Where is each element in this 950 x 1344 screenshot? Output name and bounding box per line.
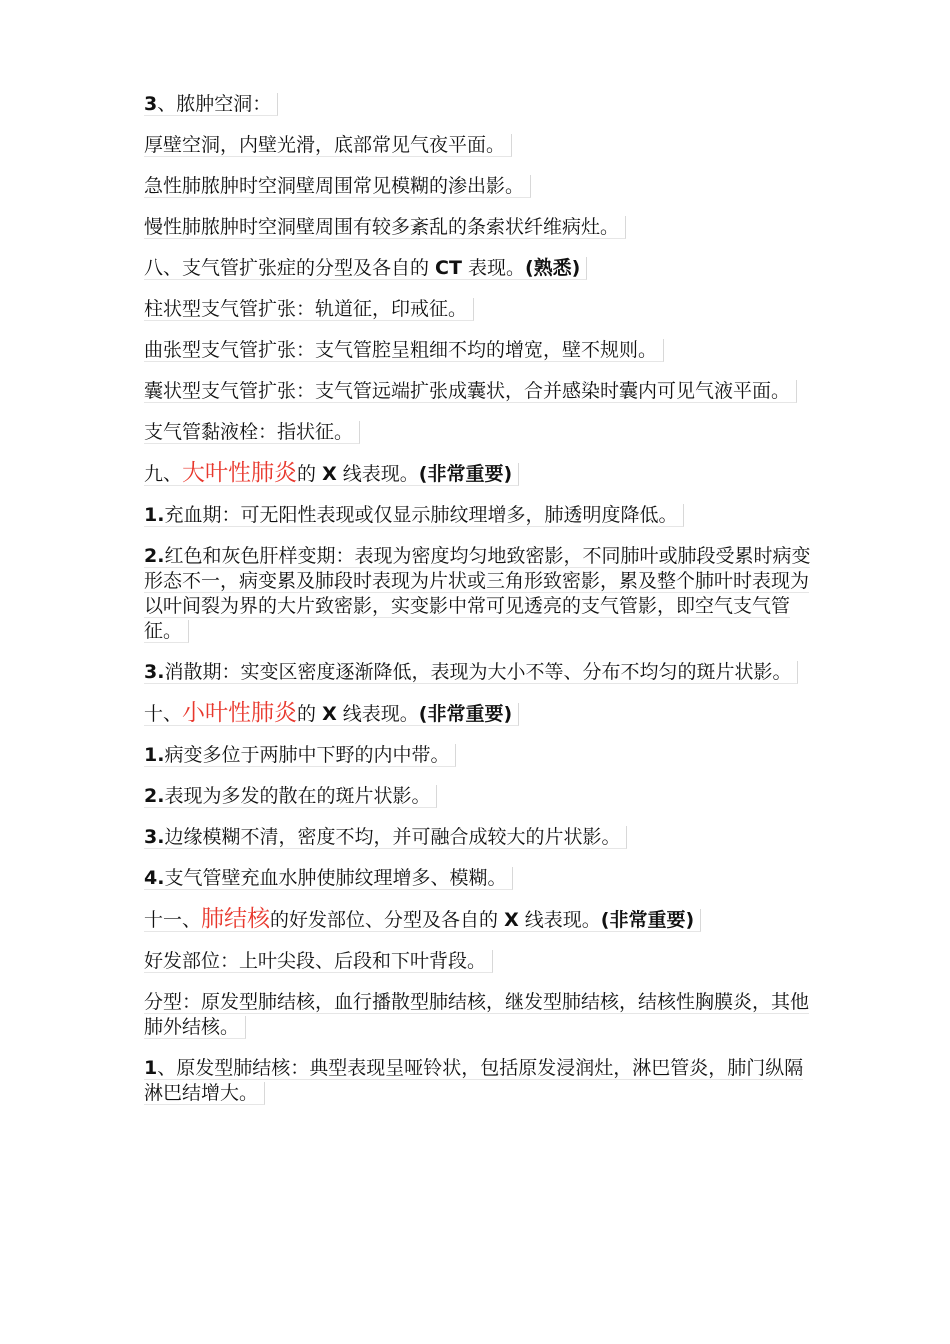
heading-suffix: 线表现。	[336, 703, 419, 725]
heading-code: X	[322, 703, 337, 725]
paragraph-text: 表现为多发的散在的斑片状影。	[164, 785, 431, 807]
heading-highlight: 大叶性肺炎	[182, 460, 298, 486]
heading-suffix: 线表现。	[518, 909, 601, 931]
paragraph	[144, 174, 815, 199]
paragraph	[144, 825, 815, 850]
paragraph-text: 、脓肿空洞：	[157, 93, 272, 115]
item-number: 3	[144, 93, 158, 115]
heading-middle: 的好发部位、分型及各自的	[270, 909, 505, 931]
section-heading	[144, 907, 815, 933]
importance-tag: (熟悉)	[525, 257, 581, 279]
paragraph-text: 急性肺脓肿时空洞壁周围常见模糊的渗出影。	[144, 175, 531, 198]
paragraph	[144, 866, 815, 891]
paragraph-text: 分型：原发型肺结核，血行播散型肺结核，继发型肺结核，结核性胸膜炎，其他肺外结核。	[144, 991, 810, 1038]
item-number: 2.	[144, 545, 165, 567]
paragraph	[144, 1056, 815, 1106]
paragraph	[144, 215, 815, 240]
paragraph-text: 边缘模糊不清，密度不均，并可融合成较大的片状影。	[164, 826, 621, 848]
heading-prefix: 十、	[144, 703, 183, 725]
paragraph	[144, 990, 815, 1040]
paragraph	[144, 379, 815, 404]
item-number: 3.	[144, 661, 165, 683]
paragraph	[144, 297, 815, 322]
heading-code: CT	[435, 257, 462, 279]
heading-code: X	[504, 909, 519, 931]
heading-suffix: 表现。	[461, 257, 525, 279]
heading-prefix: 八、支气管扩张症的分型及各自的	[144, 257, 436, 279]
paragraph-text: 充血期：可无阳性表现或仅显示肺纹理增多，肺透明度降低。	[164, 504, 678, 526]
paragraph-text: 曲张型支气管扩张：支气管腔呈粗细不均的增宽，壁不规则。	[144, 339, 664, 362]
item-number: 1.	[144, 744, 165, 766]
item-number: 4.	[144, 867, 165, 889]
item-number: 3.	[144, 826, 165, 848]
item-number: 1.	[144, 504, 165, 526]
paragraph	[144, 949, 815, 974]
paragraph-text: 支气管黏液栓：指状征。	[144, 421, 360, 444]
paragraph-text: 厚壁空洞，内壁光滑，底部常见气夜平面。	[144, 134, 512, 157]
paragraph	[144, 784, 815, 809]
paragraph	[144, 420, 815, 445]
heading-prefix: 十一、	[144, 909, 202, 931]
paragraph-text: 慢性肺脓肿时空洞壁周围有较多紊乱的条索状纤维病灶。	[144, 216, 626, 239]
heading-prefix: 九、	[144, 463, 183, 485]
paragraph	[144, 660, 815, 685]
section-heading	[144, 256, 815, 281]
paragraph-text: 柱状型支气管扩张：轨道征，印戒征。	[144, 298, 474, 321]
heading-highlight: 肺结核	[201, 906, 271, 932]
paragraph-text: 病变多位于两肺中下野的内中带。	[164, 744, 450, 766]
section-heading	[144, 701, 815, 727]
section-heading	[144, 461, 815, 487]
item-number: 2.	[144, 785, 165, 807]
paragraph-text: 支气管壁充血水肿使肺纹理增多、模糊。	[164, 867, 507, 889]
heading-middle: 的	[297, 463, 323, 485]
heading-suffix: 线表现。	[336, 463, 419, 485]
importance-tag: (非常重要)	[418, 703, 513, 725]
paragraph-text: 消散期：实变区密度逐渐降低，表现为大小不等、分布不均匀的斑片状影。	[164, 661, 792, 683]
importance-tag: (非常重要)	[418, 463, 513, 485]
paragraph	[144, 338, 815, 363]
heading-middle: 的	[297, 703, 323, 725]
paragraph	[144, 743, 815, 768]
paragraph	[144, 544, 815, 644]
importance-tag: (非常重要)	[600, 909, 695, 931]
paragraph	[144, 503, 815, 528]
paragraph-text: 好发部位：上叶尖段、后段和下叶背段。	[144, 950, 493, 973]
heading-highlight: 小叶性肺炎	[182, 700, 298, 726]
paragraph-text: 囊状型支气管扩张：支气管远端扩张成囊状，合并感染时囊内可见气液平面。	[144, 380, 797, 403]
heading-code: X	[322, 463, 337, 485]
item-number: 1	[144, 1057, 158, 1079]
paragraph-text: 、原发型肺结核：典型表现呈哑铃状，包括原发浸润灶，淋巴管炎，肺门纵隔淋巴结增大。	[144, 1057, 804, 1104]
paragraph-text: 红色和灰色肝样变期：表现为密度均匀地致密影，不同肺叶或肺段受累时病变形态不一，病变累及肺段时表现为片状或三角形致密影，累及整个肺叶时表现为以叶间裂为界的大片致密影，实变影中常可见透亮的支气管影，即空气支气管征。	[144, 545, 811, 642]
paragraph	[144, 133, 815, 158]
paragraph	[144, 92, 815, 117]
